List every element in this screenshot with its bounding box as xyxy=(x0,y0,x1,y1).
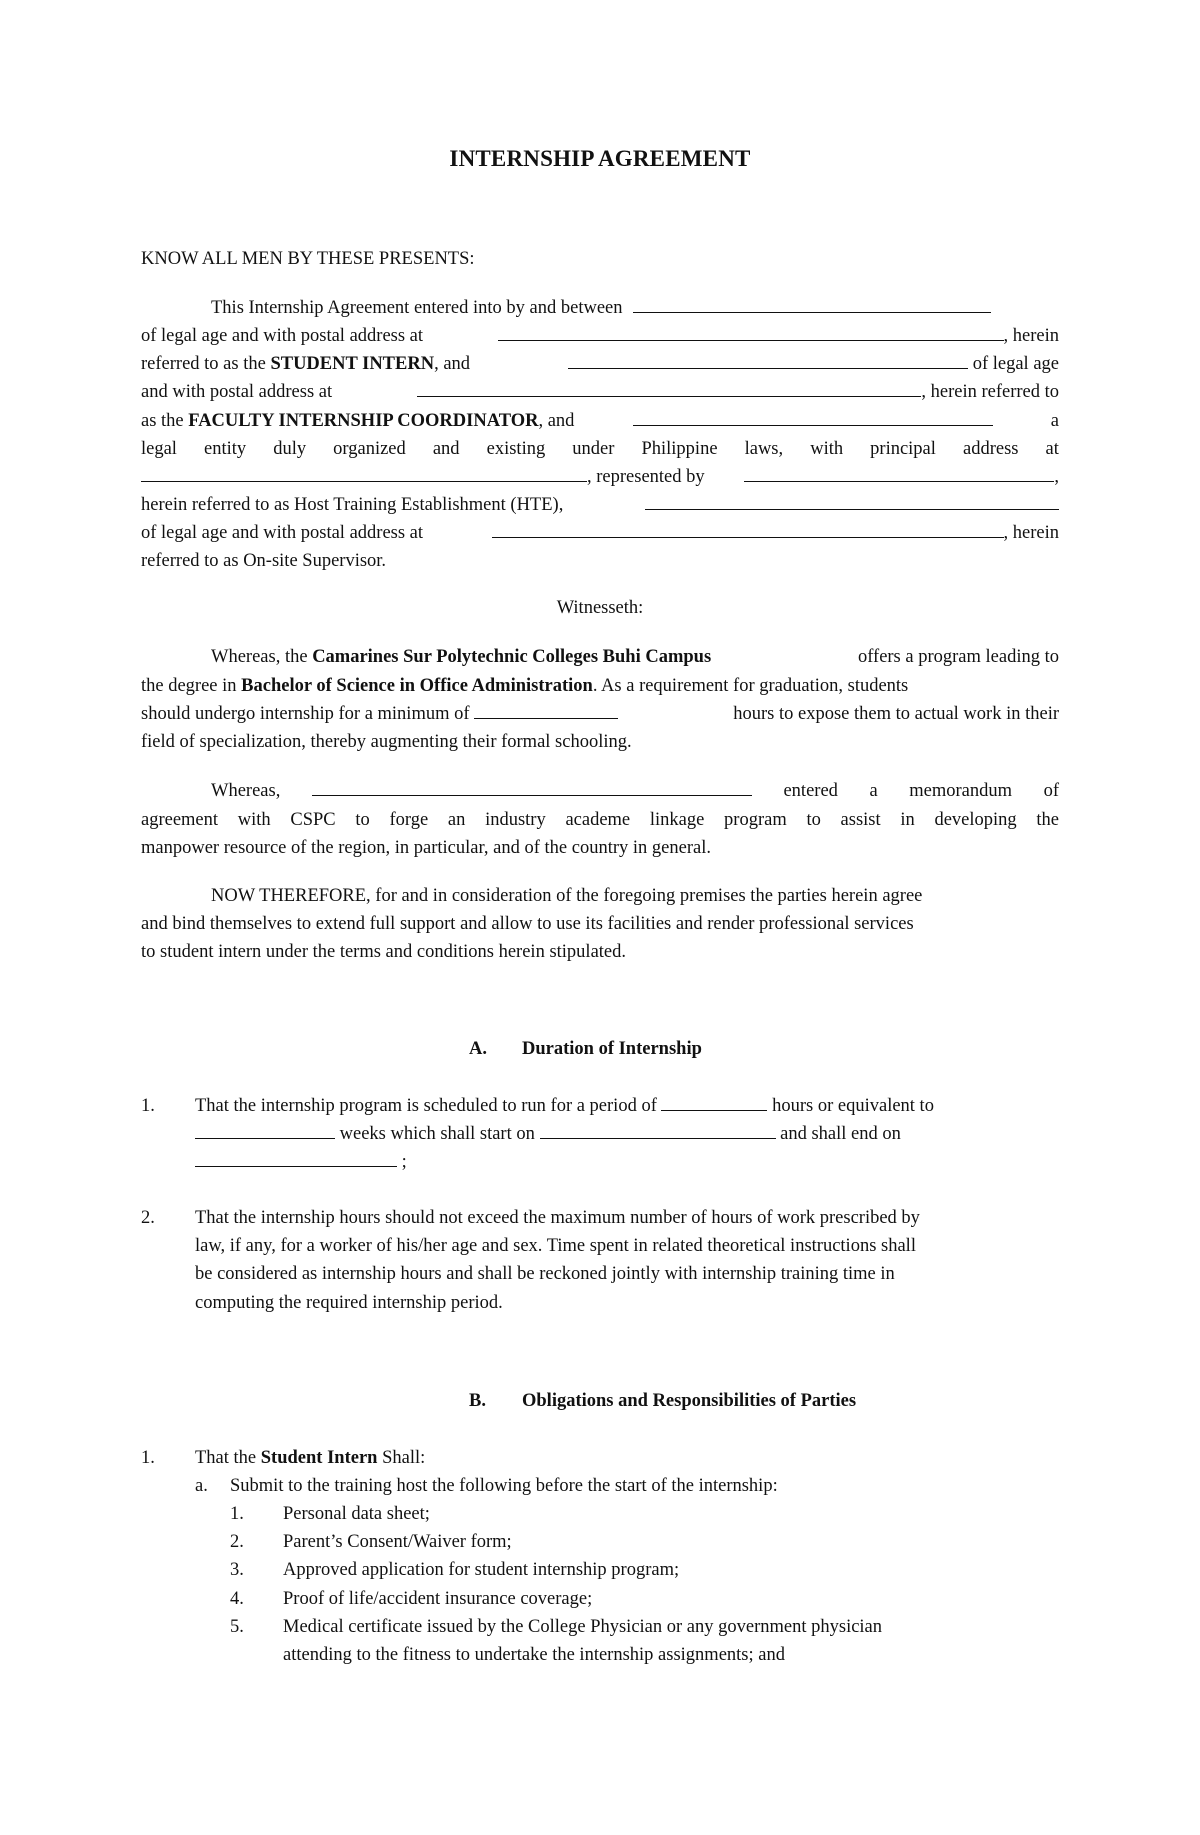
parties-text: , herein xyxy=(1003,326,1059,346)
representative-blank[interactable] xyxy=(744,480,1054,482)
word: CSPC xyxy=(290,810,336,830)
parties-line-8 xyxy=(141,495,1059,516)
section-a-item2-number: 2. xyxy=(141,1208,155,1228)
word: with xyxy=(810,439,844,459)
item-text: That the internship program is scheduled to run for a period of xyxy=(195,1096,657,1116)
section-b-title: Obligations and Responsibilities of Parties xyxy=(522,1391,857,1411)
college-name: Camarines Sur Polytechnic Colleges Buhi Campus xyxy=(312,647,712,667)
whereas1-line-2 xyxy=(141,676,1059,697)
parties-line-1 xyxy=(141,298,1059,319)
hte-name-blank[interactable] xyxy=(633,424,993,426)
word: at xyxy=(1045,439,1059,459)
parties-line-7 xyxy=(141,467,1059,488)
word: agreement xyxy=(141,810,219,830)
parties-line-10: referred to as On-site Supervisor. xyxy=(141,551,387,571)
word: entered xyxy=(783,781,838,801)
hte-address-blank[interactable] xyxy=(141,480,587,482)
item-text: Shall: xyxy=(382,1448,426,1468)
parties-text: This Internship Agreement entered into by and between xyxy=(211,298,623,318)
section-a-item1-number: 1. xyxy=(141,1096,155,1116)
word: with xyxy=(237,810,271,830)
word: industry xyxy=(485,810,546,830)
now-therefore-line-1 xyxy=(141,886,1059,907)
whereas2-line-1 xyxy=(141,781,1059,802)
parties-text: , herein referred to xyxy=(921,382,1059,402)
word: principal xyxy=(870,439,936,459)
word: address xyxy=(962,439,1019,459)
parties-line-6 xyxy=(141,439,1059,460)
word: to xyxy=(355,810,370,830)
opening-line: KNOW ALL MEN BY THESE PRESENTS: xyxy=(141,249,475,269)
supervisor-name-blank[interactable] xyxy=(645,508,1059,510)
word: linkage xyxy=(649,810,705,830)
section-a-item2-line: law, if any, for a worker of his/her age and sex. Time spent in related theoretical instructions shall xyxy=(195,1236,916,1256)
item-text: weeks which shall start on xyxy=(339,1124,535,1144)
word: an xyxy=(447,810,466,830)
parties-text: of legal age and with postal address at xyxy=(141,523,424,543)
parties-text: and with postal address at xyxy=(141,382,333,402)
word: and xyxy=(432,439,460,459)
supervisor-address-blank[interactable] xyxy=(492,536,1004,538)
degree-name: Bachelor of Science in Office Administration xyxy=(241,676,593,696)
sub-item-a-text: Submit to the training host the following before the start of the internship: xyxy=(230,1476,778,1496)
whereas1-line-3 xyxy=(141,704,1059,725)
section-a-item1-line-1 xyxy=(195,1096,934,1117)
whereas-text: should undergo internship for a minimum of xyxy=(141,704,470,724)
end-date-blank[interactable] xyxy=(195,1165,397,1167)
requirement-number: 1. xyxy=(230,1504,244,1524)
parties-text: , and xyxy=(538,411,575,431)
word: assist xyxy=(840,810,881,830)
word: laws, xyxy=(744,439,784,459)
hte-memorandum-blank[interactable] xyxy=(312,794,752,796)
parties-text: , herein xyxy=(1003,523,1059,543)
parties-text: , and xyxy=(434,354,471,374)
word: entity xyxy=(204,439,247,459)
parties-text: , represented by xyxy=(587,467,705,487)
whereas2-line-2 xyxy=(141,810,1059,831)
weeks-blank[interactable] xyxy=(195,1137,335,1139)
requirement-number: 2. xyxy=(230,1532,244,1552)
parties-line-4 xyxy=(141,382,1059,403)
requirement-continuation: attending to the fitness to undertake the internship assignments; and xyxy=(283,1645,785,1665)
item-text: ; xyxy=(401,1152,407,1172)
word: in xyxy=(900,810,915,830)
witnesseth-heading: Witnesseth: xyxy=(556,598,644,618)
item-text: hours or equivalent to xyxy=(772,1096,934,1116)
student-intern-term: Student Intern xyxy=(260,1448,378,1468)
period-hours-blank[interactable] xyxy=(661,1109,767,1111)
whereas-text: Whereas, the xyxy=(211,647,308,667)
now-therefore-text: and bind themselves to extend full support and allow to use its facilities and render professional services xyxy=(141,914,914,934)
section-b-item1-number: 1. xyxy=(141,1448,155,1468)
requirement-number: 4. xyxy=(230,1589,244,1609)
word: of xyxy=(1043,781,1059,801)
coordinator-name-blank[interactable] xyxy=(568,367,968,369)
student-intern-term: STUDENT INTERN xyxy=(270,354,435,374)
word: academe xyxy=(565,810,631,830)
parties-line-2 xyxy=(141,326,1059,347)
word: organized xyxy=(333,439,406,459)
section-a-item2-line: be considered as internship hours and shall be reckoned jointly with internship training time in xyxy=(195,1264,895,1284)
section-a-item1-line-2 xyxy=(195,1124,901,1145)
parties-line-5 xyxy=(141,411,1059,432)
section-b-letter: B. xyxy=(469,1391,486,1411)
whereas2-line-3: manpower resource of the region, in particular, and of the country in general. xyxy=(141,838,711,858)
whereas-text: Whereas, xyxy=(211,781,281,801)
whereas-text: hours to expose them to actual work in their xyxy=(733,704,1059,724)
word: memorandum xyxy=(909,781,1013,801)
parties-text: of legal age xyxy=(972,354,1059,374)
requirement-text: Approved application for student internship program; xyxy=(283,1560,680,1580)
whereas-text: offers a program leading to xyxy=(857,647,1059,667)
word: forge xyxy=(389,810,429,830)
minimum-hours-blank[interactable] xyxy=(474,717,618,719)
whereas1-line-4: field of specialization, thereby augmenting their formal schooling. xyxy=(141,732,632,752)
word: Philippine xyxy=(641,439,718,459)
student-name-blank[interactable] xyxy=(633,311,991,313)
item-text: and shall end on xyxy=(780,1124,901,1144)
requirement-text: Proof of life/accident insurance coverage; xyxy=(283,1589,593,1609)
now-therefore-line-2 xyxy=(141,914,1059,935)
now-therefore-text: NOW THEREFORE, for and in consideration of the foregoing premises the parties herein agree xyxy=(211,886,923,906)
requirement-text: Medical certificate issued by the College Physician or any government physician xyxy=(283,1617,883,1637)
whereas1-line-1 xyxy=(141,647,1059,668)
word: program xyxy=(724,810,787,830)
word: legal xyxy=(141,439,177,459)
item-text: That the xyxy=(195,1448,257,1468)
parties-text: referred to as the xyxy=(141,354,266,374)
coordinator-address-blank[interactable] xyxy=(417,395,921,397)
word: developing xyxy=(934,810,1017,830)
document-title: INTERNSHIP AGREEMENT xyxy=(449,146,751,171)
requirement-text: Personal data sheet; xyxy=(283,1504,430,1524)
word: the xyxy=(1036,810,1059,830)
parties-text: , xyxy=(1054,467,1059,487)
whereas-text: . As a requirement for graduation, students xyxy=(592,676,909,696)
parties-text: herein referred to as Host Training Establishment (HTE), xyxy=(141,495,564,515)
section-b-item1-text xyxy=(195,1448,425,1469)
now-therefore-line-3: to student intern under the terms and conditions herein stipulated. xyxy=(141,942,627,962)
section-a-item1-line-3 xyxy=(195,1152,407,1173)
sub-item-a-letter: a. xyxy=(195,1476,208,1496)
faculty-coordinator-term: FACULTY INTERNSHIP COORDINATOR xyxy=(188,411,539,431)
section-a-title: Duration of Internship xyxy=(522,1039,702,1059)
requirement-number: 3. xyxy=(230,1560,244,1580)
requirement-number: 5. xyxy=(230,1617,244,1637)
parties-line-9 xyxy=(141,523,1059,544)
parties-text: as the xyxy=(141,411,184,431)
start-date-blank[interactable] xyxy=(540,1137,776,1139)
word: to xyxy=(806,810,821,830)
whereas-text: the degree in xyxy=(141,676,237,696)
word: a xyxy=(869,781,878,801)
word: under xyxy=(572,439,615,459)
section-a-letter: A. xyxy=(469,1039,487,1059)
parties-line-3 xyxy=(141,354,1059,375)
parties-text: of legal age and with postal address at xyxy=(141,326,424,346)
student-address-blank[interactable] xyxy=(498,339,1004,341)
requirement-text: Parent’s Consent/Waiver form; xyxy=(283,1532,512,1552)
section-a-item2-line: computing the required internship period. xyxy=(195,1293,503,1313)
word: existing xyxy=(486,439,546,459)
parties-text: a xyxy=(1050,411,1059,431)
word: duly xyxy=(273,439,307,459)
section-a-item2-line: That the internship hours should not exceed the maximum number of hours of work prescribed by xyxy=(195,1208,920,1228)
